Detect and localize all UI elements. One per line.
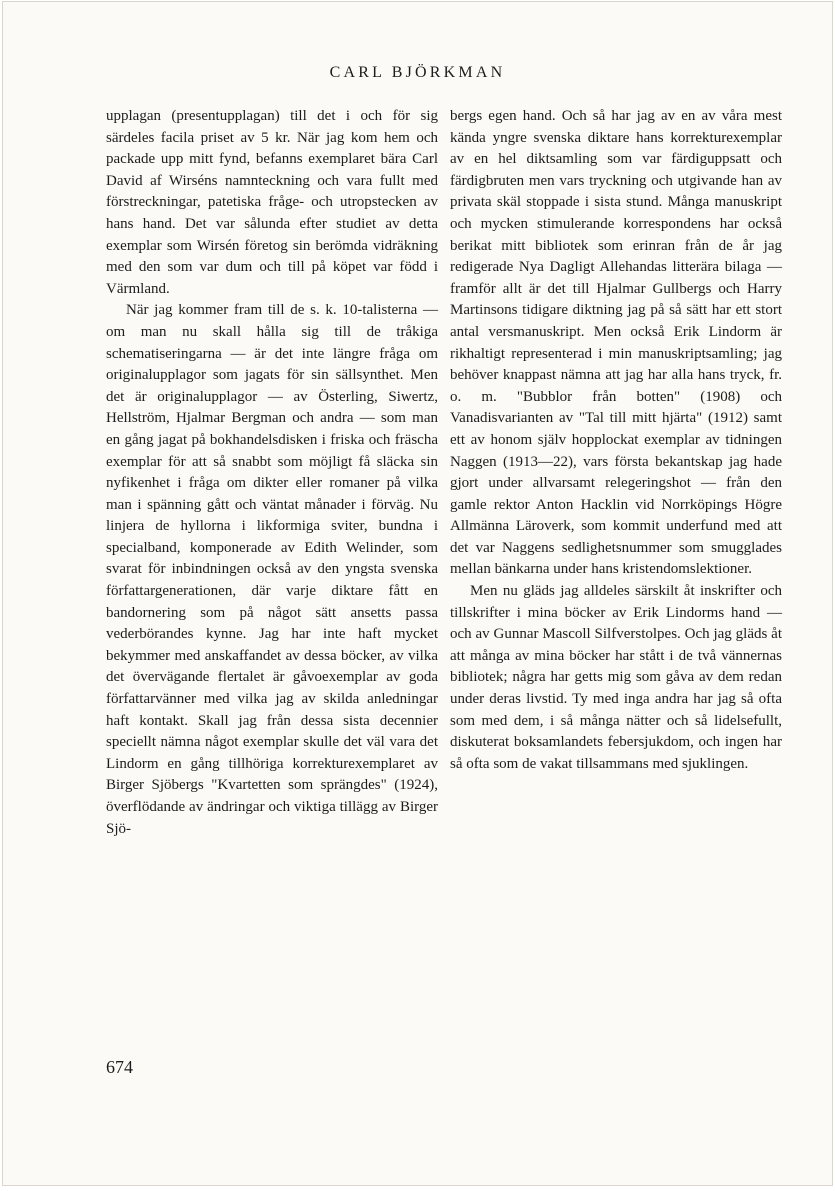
left-column [106, 106, 438, 840]
right-column [450, 106, 782, 775]
page-number: 674 [106, 1057, 133, 1077]
running-head: CARL BJÖRKMAN [329, 64, 506, 81]
paragraph: upplagan (presentupplagan) till det i och för sig särdeles facila priset av 5 kr. När jag kom hem och packade upp mitt fynd, befanns exemplaret bära Carl David af Wirséns namnteckning och vara fullt med förstreckningar, patetiska fråge- och utropstecken av hans hand. Det var sålunda efter studiet av detta exemplar som Wirsén företog sin berömda vidräkning med den som var dum och till på köpet var född i Värmland. [106, 108, 438, 297]
book-page [2, 1, 833, 1186]
paragraph: Men nu gläds jag alldeles särskilt åt inskrifter och tillskrifter i mina böcker av Erik Lindorms hand — och av Gunnar Mascoll Silfverstolpes. Och jag gläds åt att många av mina böcker har stått i de två vännernas bibliotek; några har getts mig som gåva av dem redan under deras livstid. Ty med inga andra har jag så ofta som med dem, i så många nätter och så lidelsefullt, diskuterat boksamlandets febersjukdom, och ingen har så ofta som de vakat tillsammans med sjuklingen. [450, 583, 782, 772]
paragraph: När jag kommer fram till de s. k. 10-talisterna — om man nu skall hålla sig till de tråkiga schematiseringarna — är det inte längre fråga om originalupplagor som jagats för sin sällsynthet. Men det är originalupplagor — av Österling, Siwertz, Hellström, Hjalmar Bergman och andra — som man en gång jagat på bokhandelsdisken i friska och fräscha exemplar för att så snabbt som möjligt få släcka sin nyfikenhet i fråga om dikter eller romaner på vilka man i spänning gått och väntat månader i förväg. Nu linjera de hyllorna i likformiga sviter, bundna i specialband, komponerade av Edith Welinder, som svarat för inbindningen också av den yngsta svenska författargenerationen, där varje diktare fått en bandornering som på något sätt ansetts passa vederbörandes kynne. Jag har inte haft mycket bekymmer med anskaffandet av dessa böcker, av vilka det övervägande flertalet är gåvoexemplar av goda författarvänner med vilka jag av skilda anledningar haft kontakt. Skall jag från dessa sista decennier speciellt nämna något exemplar skulle det väl vara det Lindorm en gång tillhöriga korrekturexemplaret av Birger Sjöbergs "Kvartetten som sprängdes" (1924), överflödande av ändringar och viktiga tillägg av Birger Sjö- [106, 302, 438, 837]
paragraph: bergs egen hand. Och så har jag av en av våra mest kända yngre svenska diktare hans korrekturexemplar av en hel diktsamling som var färdiguppsatt och färdigbruten men vars tryckning och utgivande han av privata skäl stoppade i sista stund. Många manuskript och mycken stimulerande korrespondens har också berikat mitt bibliotek som erinran från de år jag redigerade Nya Dagligt Allehandas litterära bilaga — framför allt är det till Hjalmar Gullbergs och Harry Martinsons tidigare diktning jag på så sätt har ett stort antal versmanuskript. Men också Erik Lindorm är rikhaltigt representerad i min manuskriptsamling; jag behöver knappast nämna att jag har alla hans tryck, fr. o. m. "Bubblor från botten" (1908) och Vanadisvarianten av "Tal till mitt hjärta" (1912) samt ett av honom själv hopplockat exemplar av tidningen Naggen (1913—22), vars första bekantskap jag hade gjort under allvarsamt relegeringshot — från den gamle rektor Anton Hacklin vid Norrköpings Högre Allmänna Läroverk, som kommit underfund med att det var Naggens sedlighetsnummer som smugglades mellan bänkarna under hans kristendomslektioner. [450, 108, 782, 578]
